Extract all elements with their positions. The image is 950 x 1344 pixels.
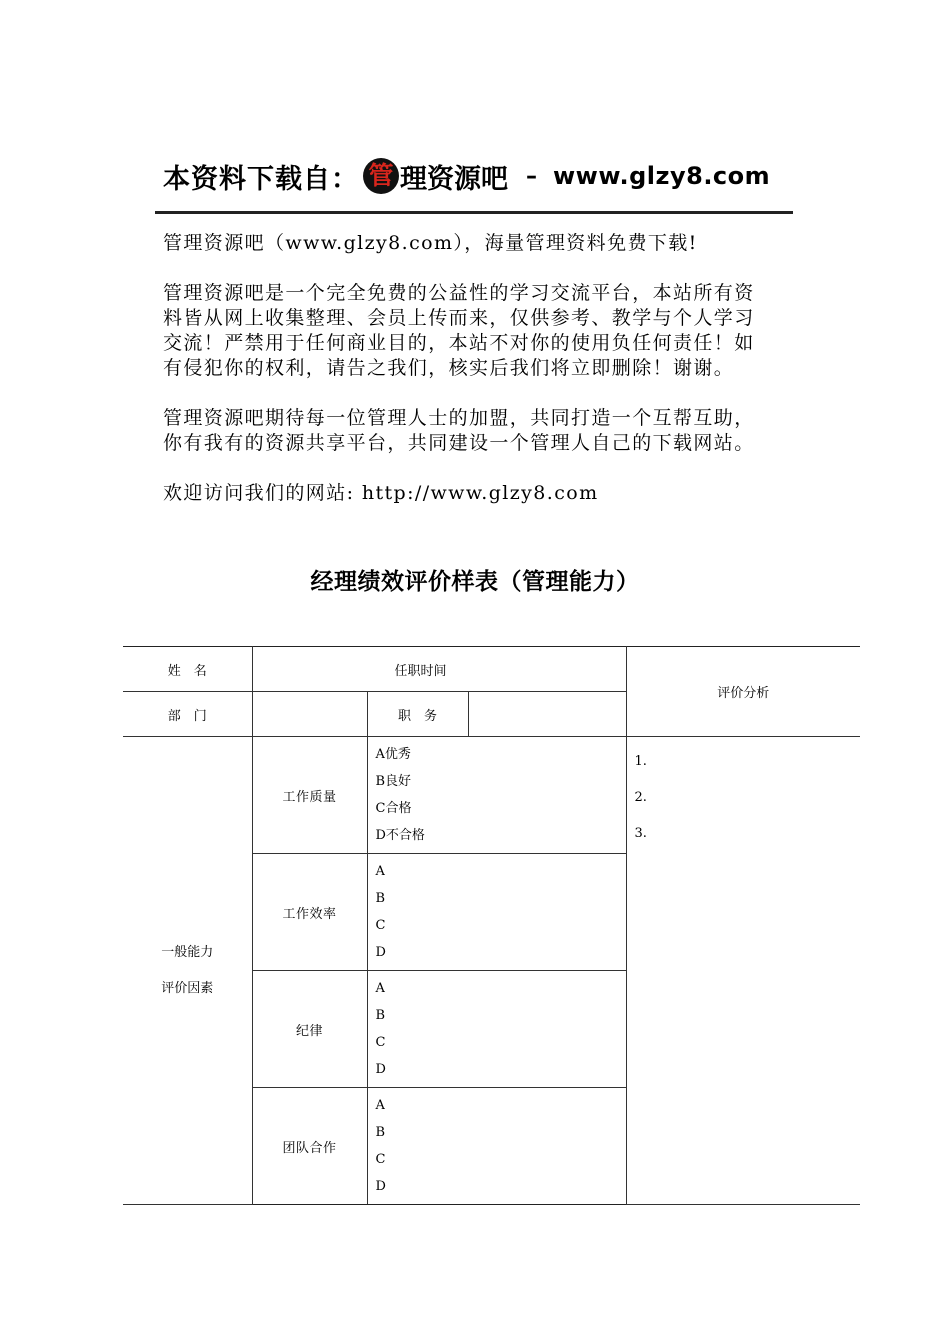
banner-brand-text: 理资源吧: [400, 163, 508, 195]
option-d[interactable]: D: [375, 1062, 386, 1077]
general-label-2: 评价因素: [161, 980, 214, 996]
intro-p2-line: 有侵犯你的权利，请告之我们，核实后我们将立即删除！谢谢。: [163, 357, 735, 379]
tenure-cell[interactable]: [252, 647, 626, 692]
option-c[interactable]: C: [375, 918, 386, 933]
position-label-cell: [367, 692, 468, 737]
option-b[interactable]: B: [375, 891, 386, 906]
dept-label-cell: [123, 692, 252, 737]
options-work-efficiency[interactable]: [367, 854, 626, 971]
glzy8-logo-icon: 管: [363, 158, 399, 194]
intro-p2-line: 管理资源吧是一个完全免费的公益性的学习交流平台，本站所有资: [163, 282, 755, 304]
factor-label: 工作质量: [282, 789, 337, 805]
banner-divider: [155, 211, 793, 214]
banner-url-link[interactable]: www.glzy8.com: [553, 162, 771, 190]
option-a[interactable]: A: [375, 981, 385, 996]
banner-dash: –: [526, 163, 537, 189]
analysis-label: 评价分析: [717, 686, 770, 701]
name-label: 姓 名: [167, 663, 207, 679]
option-b[interactable]: B: [375, 1008, 386, 1023]
factor-label: 纪律: [295, 1023, 323, 1039]
option-b[interactable]: B良好: [375, 774, 412, 789]
position-value-cell[interactable]: [468, 692, 626, 737]
option-d[interactable]: D: [375, 945, 386, 960]
factor-work-quality: [252, 737, 367, 854]
dept-value-cell[interactable]: [252, 692, 367, 737]
name-label-cell: [123, 647, 252, 692]
general-label-1: 一般能力: [161, 944, 214, 960]
analysis-item: 2.: [634, 790, 647, 805]
page-title: 经理绩效评价样表（管理能力）: [310, 569, 640, 595]
visit-site-text[interactable]: 欢迎访问我们的网站: http://www.glzy8.com: [163, 482, 599, 504]
option-c[interactable]: C: [375, 1035, 386, 1050]
option-d[interactable]: D不合格: [375, 828, 425, 843]
factor-label: 团队合作: [282, 1140, 337, 1156]
options-discipline[interactable]: [367, 971, 626, 1088]
option-a[interactable]: A: [375, 1098, 385, 1113]
position-label: 职 务: [397, 708, 437, 724]
option-d[interactable]: D: [375, 1179, 386, 1194]
options-teamwork[interactable]: [367, 1088, 626, 1205]
banner-lead-text: 本资料下载自：: [163, 163, 359, 195]
analysis-item: 1.: [634, 754, 647, 769]
intro-p3-line: 管理资源吧期待每一位管理人士的加盟，共同打造一个互帮互助，: [163, 407, 755, 429]
option-c[interactable]: C: [375, 1152, 386, 1167]
intro-line-1: 管理资源吧（www.glzy8.com），海量管理资料免费下载!: [163, 232, 698, 254]
intro-paragraph-2: [163, 281, 803, 381]
option-a[interactable]: A: [375, 864, 385, 879]
factor-discipline: [252, 971, 367, 1088]
option-b[interactable]: B: [375, 1125, 386, 1140]
evaluation-form-table: [123, 646, 860, 1205]
analysis-header-cell: [626, 647, 860, 737]
analysis-content-cell[interactable]: [626, 737, 860, 1205]
dept-label: 部 门: [167, 708, 207, 724]
options-work-quality[interactable]: [367, 737, 626, 854]
factor-teamwork: [252, 1088, 367, 1205]
analysis-item: 3.: [634, 826, 647, 841]
intro-p3-line: 你有我有的资源共享平台，共同建设一个管理人自己的下载网站。: [163, 432, 755, 454]
factor-label: 工作效率: [282, 906, 337, 922]
general-ability-cell: [123, 737, 252, 1205]
intro-p2-line: 交流！严禁用于任何商业目的，本站不对你的使用负任何责任！如: [163, 332, 755, 354]
factor-work-efficiency: [252, 854, 367, 971]
option-a[interactable]: A优秀: [375, 747, 411, 762]
download-banner: [163, 152, 803, 200]
tenure-label: 任职时间: [394, 663, 447, 679]
intro-paragraph-3: [163, 406, 803, 456]
option-c[interactable]: C合格: [375, 801, 412, 816]
intro-p2-line: 料皆从网上收集整理、会员上传而来，仅供参考、教学与个人学习: [163, 307, 755, 329]
